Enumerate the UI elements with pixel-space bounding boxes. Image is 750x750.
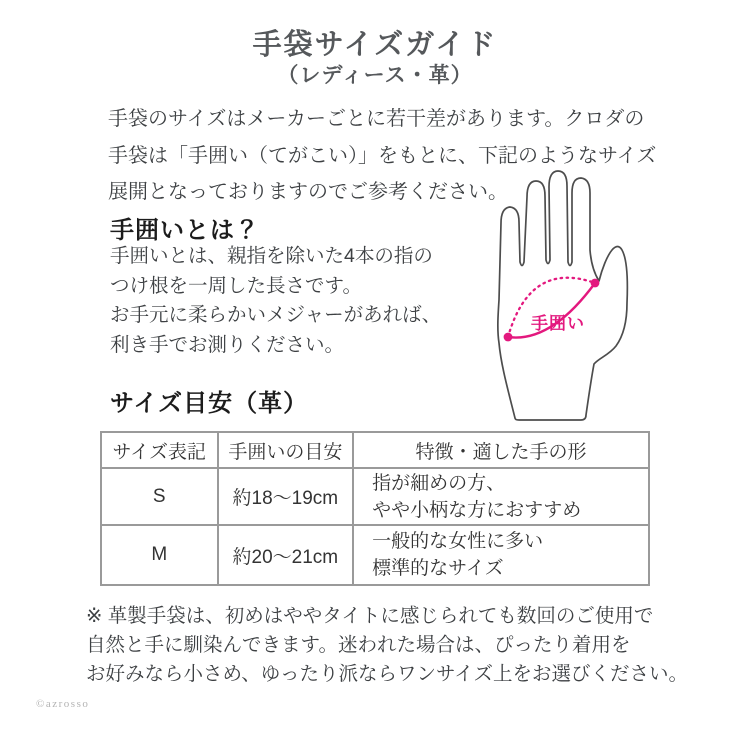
feature-line: 一般的な女性に多い — [372, 531, 544, 552]
measure-endpoint-dot — [591, 279, 600, 288]
page-subtitle: （レディース・革） — [277, 64, 473, 87]
leather-care-note — [86, 602, 696, 689]
feature-line: 指が細めの方、 — [372, 472, 506, 494]
size-cell: M — [101, 525, 218, 585]
glove-outline-illustration — [498, 171, 628, 420]
intro-line: 手袋は「手囲い（てがこい）」をもとに、下記のようなサイズ — [108, 144, 657, 167]
size-chart-table — [100, 431, 650, 586]
range-cell: 約20〜21cm — [218, 525, 354, 585]
description-line: つけ根を一周した長さです。 — [110, 274, 362, 297]
note-line: 自然と手に馴染んできます。迷われた場合は、ぴったり着用を — [86, 634, 631, 656]
description-line: 利き手でお測りください。 — [110, 333, 345, 356]
hand-measurement-diagram — [488, 165, 636, 427]
table-header-row — [101, 432, 649, 468]
note-line: ※ 革製手袋は、初めはややタイトに感じられても数回のご使用で — [86, 605, 654, 627]
feature-line: 標準的なサイズ — [372, 558, 504, 579]
feature-cell — [353, 468, 649, 525]
page-title: 手袋サイズガイド — [252, 29, 498, 61]
feature-cell — [353, 525, 649, 585]
range-cell: 約18〜19cm — [218, 468, 354, 525]
size-cell: S — [101, 468, 218, 525]
teagkoi-section-heading: 手囲いとは？ — [110, 217, 260, 244]
measure-endpoint-dot — [504, 333, 513, 342]
note-line: お好みなら小さめ、ゆったり派ならワンサイズ上をお選びください。 — [86, 663, 688, 685]
feature-line: やや小柄な方におすすめ — [372, 499, 582, 521]
description-line: お手元に柔らかいメジャーがあれば、 — [110, 304, 442, 326]
intro-line: 展開となっておりますのでご参考ください。 — [108, 181, 508, 203]
teagkoi-description — [110, 242, 480, 360]
header-size-label: サイズ表記 — [101, 432, 218, 468]
measure-label: 手囲い — [531, 314, 585, 333]
size-chart-heading: サイズ目安（革） — [110, 390, 309, 417]
intro-line: 手袋のサイズはメーカーごとに若干差があります。クロダの — [108, 108, 645, 130]
table-row-size-s — [101, 468, 649, 525]
description-line: 手囲いとは、親指を除いた4本の指の — [110, 245, 433, 267]
header-range-label: 手囲いの目安 — [218, 432, 354, 468]
header-feature-label: 特徴・適した手の形 — [353, 432, 649, 468]
brand-watermark: ©azrosso — [36, 698, 90, 710]
table-row-size-m — [101, 525, 649, 585]
